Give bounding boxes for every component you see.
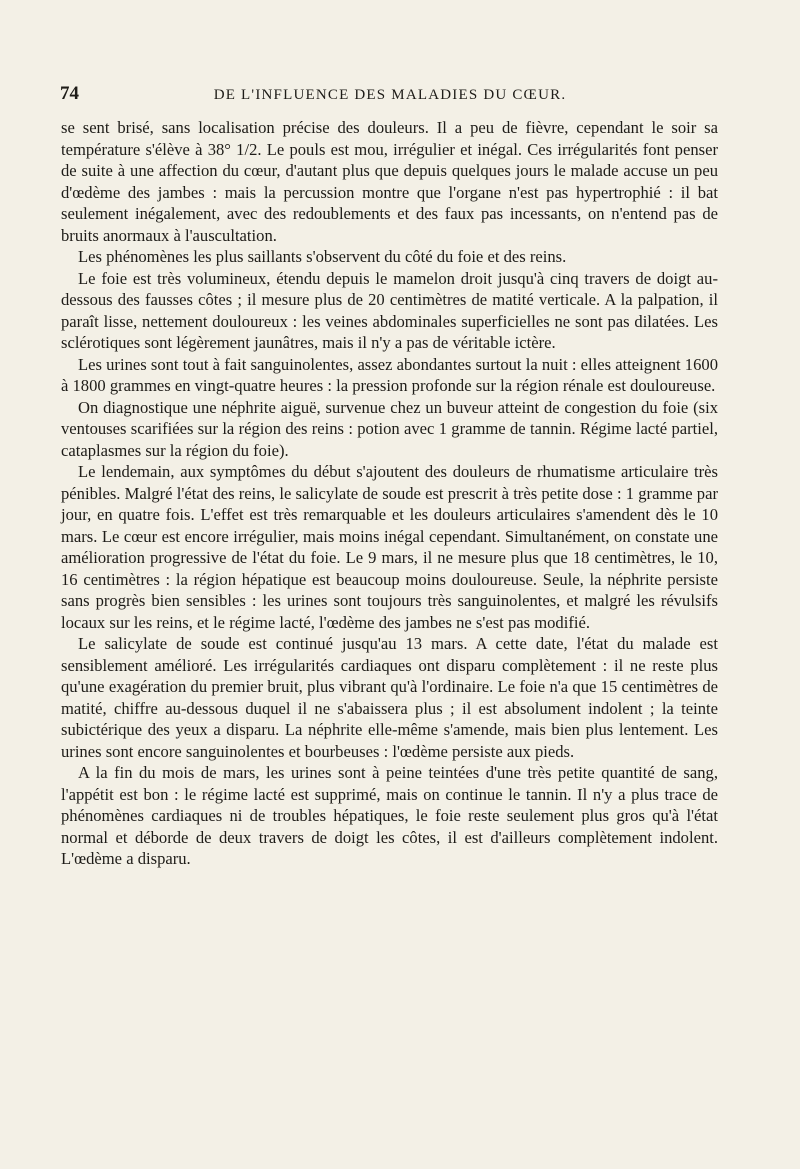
page-header (60, 83, 720, 113)
running-title: DE L'INFLUENCE DES MALADIES DU CŒUR. (213, 87, 567, 103)
paragraph: Le foie est très volumineux, étendu depuis le mamelon droit jusqu'à cinq travers de doigt au-dessous des fausses côtes ; il mesure plus de 20 centimètres de matité verticale. A la palpation, il paraît lisse, nettement douloureux : les veines abdominales superficielles ne sont pas dilatées. Les sclérotiques sont légèrement jaunâtres, mais il n'y a pas de véritable ictère. (61, 268, 718, 352)
paragraph: On diagnostique une néphrite aiguë, survenue chez un buveur atteint de congestion du foie (six ventouses scarifiées sur la région des reins : potion avec 1 gramme de tannin. Régime lacté partiel, cataplasmes sur la région du foie). (61, 397, 718, 460)
body-text (61, 117, 718, 870)
paragraph: Les urines sont tout à fait sanguinolentes, assez abondantes surtout la nuit : elles atteignent 1600 à 1800 grammes en vingt-quatre heures : la pression profonde sur la région rénale est douloureuse. (61, 354, 718, 395)
paragraph: Le salicylate de soude est continué jusqu'au 13 mars. A cette date, l'état du malade est sensiblement amélioré. Les irrégularités cardiaques ont disparu complètement : il ne reste plus qu'une exagération du premier bruit, plus vibrant qu'à l'ordinaire. Le foie n'a que 15 centimètres de matité, chiffre au-dessous duquel il ne s'abaissera plus ; il est absolument indolent ; la teinte subictérique des yeux a disparu. La néphrite elle-même s'amende, mais bien plus lentement. Les urines sont encore sanguinolentes et bourbeuses : l'œdème persiste aux pieds. (61, 634, 718, 761)
paragraph: A la fin du mois de mars, les urines sont à peine teintées d'une très petite quantité de sang, l'appétit est bon : le régime lacté est supprimé, mais on continue le tannin. Il n'y a plus trace de phénomènes cardiaques ni de troubles hépatiques, le foie reste seulement plus gros qu'à l'état normal et déborde de deux travers de doigt les côtes, il est d'ailleurs complètement indolent. L'œdème a disparu. (61, 763, 718, 868)
paragraph: Les phénomènes les plus saillants s'observent du côté du foie et des reins. (78, 247, 567, 266)
page-number: 74 (60, 83, 79, 104)
paragraph: se sent brisé, sans localisation précise des douleurs. Il a peu de fièvre, cependant le soir sa température s'élève à 38° 1/2. Le pouls est mou, irrégulier et inégal. Ces irrégularités font penser de suite à une affection du cœur, d'autant plus que depuis quelques jours le malade accuse un peu d'œdème des jambes : mais la percussion montre que l'organe n'est pas hypertrophié : il bat seulement inégalement, avec des redoublements et des faux pas incessants, on n'entend pas de bruits anormaux à l'auscultation. (61, 118, 718, 245)
paragraph: Le lendemain, aux symptômes du début s'ajoutent des douleurs de rhumatisme articulaire très pénibles. Malgré l'état des reins, le salicylate de soude est prescrit à très petite dose : 1 gramme par jour, en quatre fois. L'effet est très remarquable et les douleurs articulaires s'amendent dès le 10 mars. Le cœur est encore irrégulier, mais moins inégal cependant. Simultanément, on constate une amélioration progressive de l'état du foie. Le 9 mars, il ne mesure plus que 18 centimètres, le 10, 16 centimètres : la région hépatique est beaucoup moins douloureuse. Seule, la néphrite persiste sans progrès bien sensibles : les urines sont toujours très sanguinolentes, et malgré les révulsifs locaux sur les reins, et le régime lacté, l'œdème des jambes ne s'est pas modifié. (61, 462, 718, 632)
